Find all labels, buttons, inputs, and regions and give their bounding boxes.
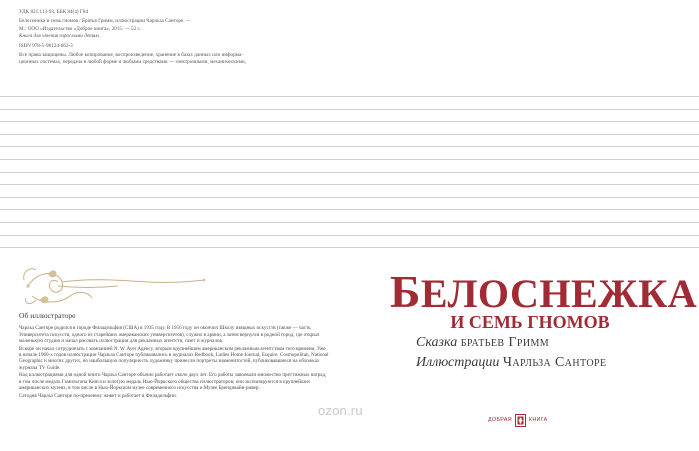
title-rest: ЕЛОСНЕЖКА — [420, 271, 698, 316]
publisher-logo — [488, 413, 547, 427]
title-line-secondary: И СЕМЬ ГНОМОВ — [450, 312, 610, 332]
about-paragraph: Над иллюстрациями для одной книги Чарльз Санторе обычно работает около двух лет. Его работы завоевали множество престижных наград, в том числе медаль Гамильтона Кинга и золотую медаль Нью-Йоркского общества иллюстраторов; они экспонируются в крупнейших американских музеях, в том числе в Нью-Йоркском музее современного искусства и Музее Брендивайн-ривер. — [19, 372, 327, 391]
audience-note: Книга для чтения взрослыми детям. — [19, 33, 100, 40]
about-paragraph: Чарльз Санторе родился в городе Филадельфия (США) в 1935 году. В 1956 году он окончил Школу изящных искусств (также — часть Университета искусств, одного из старейших американских университетов), служил в армии, а затем вернулся в родной город, где открыл маленькую студию и начал рисовать иллюстрации для рекламных агентств, газет и журналов. — [19, 325, 320, 344]
ruled-line — [0, 159, 699, 160]
ruled-line — [0, 96, 699, 97]
ruled-line — [0, 247, 699, 248]
ruled-line — [0, 172, 699, 173]
udk-line: УДК 821.113-93, ББК 84(4) Г84 — [19, 9, 89, 15]
subtitle-label: Сказка — [416, 335, 458, 350]
catalog-entry-publisher: М.: ООО «Издательство «Доброе книга», 2015. — 52 с. — [19, 25, 142, 32]
rights-line: ционных системах, передача в любой форме и любыми средствами — электронными, механическими, — [19, 59, 246, 66]
illustrator-label: Иллюстрации — [416, 355, 500, 370]
watermark: ozon.ru — [318, 403, 363, 418]
catalog-entry: Белоснежка и семь гномов / Братья Гримм, иллюстрации Чарльза Санторе. — — [19, 18, 192, 25]
isbn: ISBN 978-5-98124-662-3 — [19, 42, 73, 49]
ruled-line — [0, 184, 699, 185]
about-illustrator — [19, 313, 329, 401]
ruled-line — [0, 134, 699, 135]
subtitle-illustrator — [416, 355, 676, 371]
ruled-line — [0, 222, 699, 223]
authors-name: братьев Гримм — [460, 335, 550, 350]
title-initial: Б — [390, 266, 421, 317]
ruled-line — [0, 209, 699, 210]
flourish-ornament — [18, 260, 208, 312]
book-icon — [515, 414, 526, 427]
illustrator-name: Чарльза Санторе — [502, 355, 607, 370]
rights-notice — [19, 52, 287, 66]
ruled-line — [0, 146, 699, 147]
subtitle-authors — [416, 335, 676, 351]
book-title — [390, 266, 698, 332]
publisher-name-right: КНИГА — [528, 417, 548, 423]
ruled-line — [0, 121, 699, 122]
publisher-name-left: ДОБРАЯ — [488, 417, 512, 423]
ruled-line — [0, 235, 699, 236]
title-line-main — [390, 266, 698, 317]
about-paragraph: Вскоре он начал сотрудничать с компанией N. W. Ayer Agency, вторым крупнейшим американским рекламным агентством того времени. Уже в начале 1960-х годов иллюстрации Чарльза Санторе публиковались в журналах Redbook, Ladies Home Journal, Esquire, Cosmopolitan, National Geographic и многих других, но наибольшую популярность художнику принесли портреты знаменитостей, публиковавшиеся на обложках журнала TV Guide. — [19, 345, 329, 371]
ruled-line — [0, 197, 699, 198]
rights-line: Все права защищены. Любое копирование, воспроизведение, хранение в базах данных или информа- — [19, 52, 243, 59]
about-heading: Об иллюстраторе — [19, 311, 76, 320]
about-paragraph: Сегодня Чарльз Санторе по-прежнему живет и работает в Филадельфии. — [19, 392, 177, 399]
ruled-line — [0, 109, 699, 110]
imprint-block — [19, 9, 287, 66]
